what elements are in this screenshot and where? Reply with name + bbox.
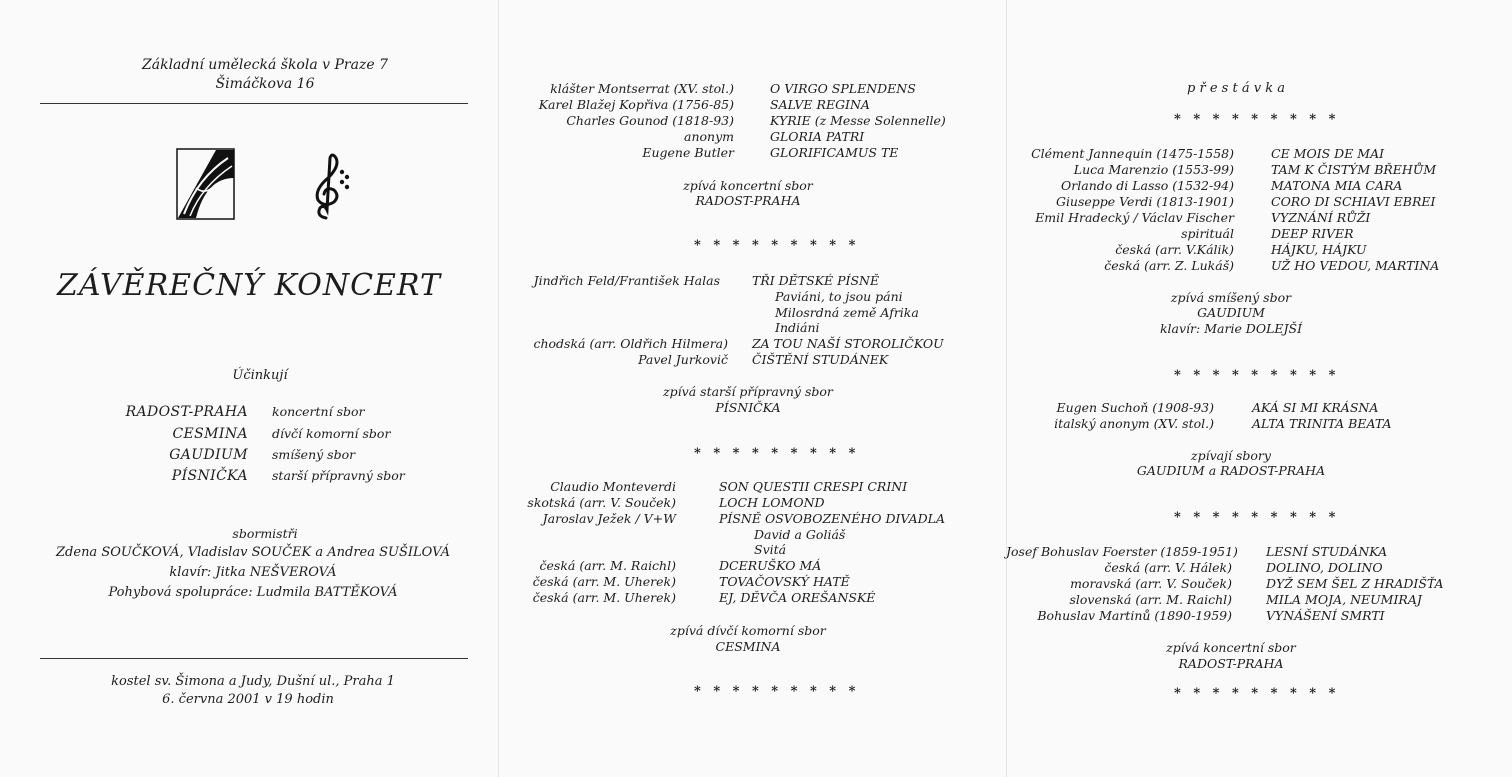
performer-role: dívčí komorní sbor (272, 426, 391, 441)
program-item (1006, 576, 1512, 592)
conductors-heading: sbormistři (232, 526, 298, 541)
composer: spirituál (1181, 226, 1234, 241)
piece-title: UŽ HO VEDOU, MARTINA (1271, 258, 1440, 273)
composer: klášter Montserrat (XV. stol.) (550, 81, 734, 96)
piece-title: ČIŠTĚNÍ STUDÁNEK (752, 352, 889, 367)
piece-title: GLORIFICAMUS TE (770, 145, 899, 160)
piece-title: GLORIA PATRI (770, 129, 865, 144)
performer-name: RADOST-PRAHA (125, 404, 248, 420)
composer: Emil Hradecký / Václav Fischer (1035, 210, 1234, 225)
composer: chodská (arr. Oldřich Hilmera) (533, 336, 728, 351)
composer: italský anonym (XV. stol.) (1054, 416, 1214, 431)
program-item (498, 558, 1006, 574)
piece-title: ZA TOU NAŠÍ STOROLIČKOU (752, 336, 944, 351)
separator-stars: * * * * * * * * * (694, 238, 860, 253)
separator-stars: * * * * * * * * * (1174, 686, 1340, 701)
choir-name: RADOST-PRAHA (695, 193, 801, 208)
composer: anonym (684, 129, 734, 144)
composer: Giuseppe Verdi (1813-1901) (1055, 194, 1234, 209)
movement-credit: Pohybová spolupráce: Ludmila BATTĚKOVÁ (108, 585, 398, 600)
school-address: Šimáčkova 16 (215, 76, 315, 92)
program-item (1006, 178, 1512, 194)
program-item (498, 129, 1006, 145)
treble-clef-icon (308, 150, 352, 222)
composer: Jaroslav Ježek / V+W (542, 511, 676, 526)
program-item (498, 81, 1006, 97)
composer: česká (arr. M. Uherek) (532, 574, 676, 589)
program-item (1006, 560, 1512, 576)
school-logo-icon (176, 148, 236, 220)
choir-name: GAUDIUM a RADOST-PRAHA (1136, 463, 1326, 478)
program-item (498, 574, 1006, 590)
performer-role: starší přípravný sbor (272, 468, 405, 483)
composer: Orlando di Lasso (1532-94) (1061, 178, 1234, 193)
conductors: Zdena SOUČKOVÁ, Vladislav SOUČEK a Andrea SUŠILOVÁ (56, 545, 450, 560)
program-item (1006, 242, 1512, 258)
piece-title: TOVAČOVSKÝ HATĚ (719, 574, 850, 589)
composer: Claudio Monteverdi (550, 479, 676, 494)
performer-role: smíšený sbor (272, 447, 356, 462)
concert-title: ZÁVĚREČNÝ KONCERT (57, 268, 441, 303)
composer: Eugen Suchoň (1908-93) (1056, 400, 1214, 415)
program-part-one-panel (498, 0, 1006, 777)
composer: česká (arr. Z. Lukáš) (1104, 258, 1234, 273)
interval-heading: p ř e s t á v k a (1187, 81, 1285, 96)
composer: česká (arr. V.Kálik) (1115, 242, 1234, 257)
composer: Jindřich Feld/František Halas (533, 273, 720, 288)
program-item (1006, 608, 1512, 624)
piece-subtitle: Milosrdná země Afrika (775, 305, 919, 320)
separator-stars: * * * * * * * * * (694, 446, 860, 461)
performer-line: zpívá starší přípravný sbor (663, 384, 833, 399)
piece-title: SON QUESTII CRESPI CRINI (719, 479, 908, 494)
composer: skotská (arr. V. Souček) (527, 495, 676, 510)
performer-role: koncertní sbor (272, 404, 365, 419)
program-item (498, 590, 1006, 606)
piece-title: MATONA MIA CARA (1271, 178, 1403, 193)
piece-title: KYRIE (z Messe Solennelle) (770, 113, 946, 128)
program-item (498, 145, 1006, 161)
program-part-two-panel (1006, 0, 1512, 777)
performer-name: CESMINA (172, 426, 248, 442)
performer-line: zpívá koncertní sbor (1166, 640, 1296, 655)
performer-line: zpívají sbory (1191, 448, 1271, 463)
program-item (498, 113, 1006, 129)
composer: Pavel Jurkovič (638, 352, 728, 367)
choir-name: RADOST-PRAHA (1178, 656, 1284, 671)
program-item (498, 97, 1006, 113)
school-name: Základní umělecká škola v Praze 7 (142, 57, 388, 73)
composer: slovenská (arr. M. Raichl) (1069, 592, 1232, 607)
piece-title: DEEP RIVER (1271, 226, 1354, 241)
separator-stars: * * * * * * * * * (1174, 510, 1340, 525)
performer-row (0, 404, 498, 420)
composer: česká (arr. M. Raichl) (539, 558, 676, 573)
program-item (1006, 226, 1512, 242)
performer-line: zpívá koncertní sbor (683, 178, 813, 193)
performer-row (0, 426, 498, 442)
concert-date: 6. června 2001 v 19 hodin (162, 692, 334, 707)
choir-name: PÍSNIČKA (715, 400, 781, 415)
program-item (498, 336, 1006, 352)
program-item (1006, 592, 1512, 608)
piece-title: CE MOIS DE MAI (1271, 146, 1385, 161)
program-cover-panel (0, 0, 498, 777)
bottom-divider (40, 658, 468, 659)
composer: česká (arr. V. Hálek) (1104, 560, 1232, 575)
piece-title: AKÁ SI MI KRÁSNA (1252, 400, 1379, 415)
piece-title: VYZNÁNÍ RŮŽI (1271, 210, 1371, 225)
piece-title: HÁJKU, HÁJKU (1271, 242, 1367, 257)
piece-subtitle: David a Goliáš (754, 527, 846, 542)
piano-credit: klavír: Marie DOLEJŠÍ (1159, 321, 1303, 336)
piano-credit: klavír: Jitka NEŠVEROVÁ (169, 565, 337, 580)
separator-stars: * * * * * * * * * (1174, 368, 1340, 383)
performer-row (0, 447, 498, 463)
program-item (1006, 210, 1512, 226)
performers-heading: Účinkují (232, 368, 288, 383)
program-item (498, 273, 1006, 289)
piece-title: MILA MOJA, NEUMIRAJ (1266, 592, 1422, 607)
composer: Charles Gounod (1818-93) (566, 113, 734, 128)
piece-title: LESNÍ STUDÁNKA (1266, 544, 1388, 559)
performer-line: zpívá dívčí komorní sbor (670, 623, 826, 638)
composer: Karel Blažej Kopřiva (1756-85) (538, 97, 734, 112)
performer-name: GAUDIUM (169, 447, 248, 463)
performer-name: PÍSNIČKA (171, 468, 248, 484)
program-item (1006, 400, 1512, 416)
piece-title: ALTA TRINITA BEATA (1252, 416, 1392, 431)
program-item (498, 479, 1006, 495)
top-divider (40, 103, 468, 104)
piece-title: PÍSNĚ OSVOBOZENÉHO DIVADLA (719, 511, 945, 526)
choir-name: GAUDIUM (1197, 305, 1265, 320)
composer: Luca Marenzio (1553-99) (1073, 162, 1234, 177)
piece-title: VYNÁŠENÍ SMRTI (1266, 608, 1385, 623)
separator-stars: * * * * * * * * * (1174, 112, 1340, 127)
venue: kostel sv. Šimona a Judy, Dušní ul., Praha 1 (111, 674, 395, 689)
program-item (498, 495, 1006, 511)
program-item (1006, 416, 1512, 432)
composer: Josef Bohuslav Foerster (1859-1951) (1006, 544, 1238, 559)
piece-title: LOCH LOMOND (719, 495, 825, 510)
piece-title: CORO DI SCHIAVI EBREI (1271, 194, 1436, 209)
program-item (498, 511, 1006, 527)
separator-stars: * * * * * * * * * (694, 684, 860, 699)
choir-name: CESMINA (715, 639, 781, 654)
piece-title: EJ, DĚVČA OREŠANSKÉ (719, 590, 876, 605)
piece-subtitle: Indiáni (775, 320, 820, 335)
piece-subtitle: Svitá (754, 542, 787, 557)
piece-title: SALVE REGINA (770, 97, 870, 112)
composer: Bohuslav Martinů (1890-1959) (1037, 608, 1232, 623)
program-item (498, 352, 1006, 368)
piece-subtitle: Paviáni, to jsou páni (775, 289, 903, 304)
piece-title: TAM K ČISTÝM BŘEHŮM (1271, 162, 1437, 177)
performer-line: zpívá smíšený sbor (1170, 290, 1292, 305)
performer-row (0, 468, 498, 484)
program-item (1006, 146, 1512, 162)
piece-title: TŘI DĚTSKÉ PÍSNĚ (752, 273, 880, 288)
program-item (1006, 258, 1512, 274)
piece-title: DOLINO, DOLINO (1266, 560, 1383, 575)
piece-title: DCERUŠKO MÁ (719, 558, 822, 573)
piece-title: DYŽ SEM ŠEL Z HRADIŠŤA (1266, 576, 1444, 591)
program-item (1006, 194, 1512, 210)
composer: Clément Jannequin (1475-1558) (1031, 146, 1234, 161)
composer: moravská (arr. V. Souček) (1070, 576, 1232, 591)
program-item (1006, 544, 1512, 560)
program-item (1006, 162, 1512, 178)
composer: Eugene Butler (642, 145, 734, 160)
composer: česká (arr. M. Uherek) (532, 590, 676, 605)
piece-title: O VIRGO SPLENDENS (770, 81, 916, 96)
